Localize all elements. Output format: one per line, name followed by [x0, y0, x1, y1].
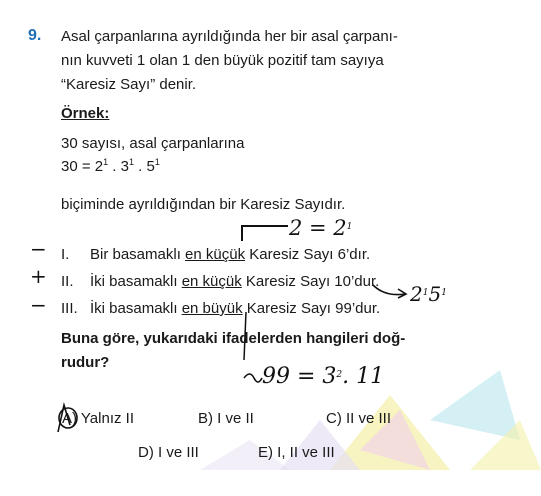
mark-statement-2: + [30, 264, 47, 288]
arrow-head [398, 289, 406, 298]
note-side-b: 5 [428, 282, 442, 306]
stem-line-3: “Karesiz Sayı” denir. [61, 76, 197, 93]
note-side [410, 282, 447, 306]
statement-3-underlined: en büyük [181, 300, 243, 317]
prompt-line-2: rudur? [61, 354, 110, 371]
equation-factor-5: . 5 [134, 158, 155, 175]
note-top-exponent: 1 [346, 222, 353, 232]
note-bottom-tail: . 11 [342, 364, 385, 389]
statement-numeral-2: II. [61, 273, 74, 290]
option-b-letter: B) [198, 410, 213, 427]
note-side-a-exponent: 1 [422, 288, 429, 298]
note-bottom-text: 99 = 3 [262, 364, 337, 389]
bracket-stroke [242, 226, 288, 241]
example-line-1: 30 sayısı, asal çarpanlarına [61, 135, 245, 152]
slash-stroke [244, 312, 246, 360]
stem-line-1: Asal çarpanlarına ayrıldığında her bir asal çarpanı- [61, 28, 398, 45]
option-d-text: I ve III [158, 444, 199, 461]
prompt-line-1: Buna göre, yukarıdaki ifadelerden hangileri doğ- [61, 330, 406, 347]
option-e-text: I, II ve III [277, 444, 335, 461]
question-number: 9. [28, 27, 42, 44]
option-c-letter: C) [326, 410, 342, 427]
mark-statement-1: − [30, 237, 47, 261]
squiggle-stroke [244, 374, 262, 382]
note-side-b-exponent: 1 [441, 288, 447, 298]
exponent: 1 [154, 157, 160, 167]
note-top-text: 2 = 2 [289, 216, 347, 240]
note-top [289, 216, 352, 240]
option-d-letter: D) [138, 444, 154, 461]
example-heading: Örnek: [61, 105, 110, 122]
stem-line-2: nın kuvveti 1 olan 1 den büyük pozitif tam sayıya [61, 52, 384, 69]
option-a-letter: A) [62, 410, 77, 427]
statement-3-pre: İki basamaklı [90, 300, 182, 317]
statement-2-underlined: en küçük [181, 273, 242, 290]
option-a-text: Yalnız II [80, 410, 134, 427]
example-line-3: biçiminde ayrıldığından bir Karesiz Sayıdır. [61, 196, 346, 213]
statement-1-post: Karesiz Sayı 6’dır. [245, 246, 371, 263]
option-e-letter: E) [258, 444, 273, 461]
statement-2-post: Karesiz Sayı 10’dur. [241, 273, 380, 290]
exponent: 1 [129, 157, 135, 167]
note-side-a: 2 [410, 282, 423, 306]
statement-1-pre: Bir basamaklı [90, 246, 186, 263]
option-b-text: I ve II [217, 410, 254, 427]
note-bottom [262, 364, 384, 389]
exponent: 1 [103, 157, 109, 167]
note-bottom-exponent: 2 [336, 370, 343, 380]
mark-statement-3: − [30, 293, 47, 317]
statement-3-post: Karesiz Sayı 99’dur. [242, 300, 381, 317]
equation-factor-3: . 3 [108, 158, 129, 175]
option-c-text: II ve III [346, 410, 392, 427]
statement-numeral-1: I. [61, 246, 70, 263]
statement-1-underlined: en küçük [185, 246, 246, 263]
equation-base: 30 = 2 [61, 158, 104, 175]
statement-numeral-3: III. [61, 300, 78, 317]
statement-2-pre: İki basamaklı [90, 273, 182, 290]
